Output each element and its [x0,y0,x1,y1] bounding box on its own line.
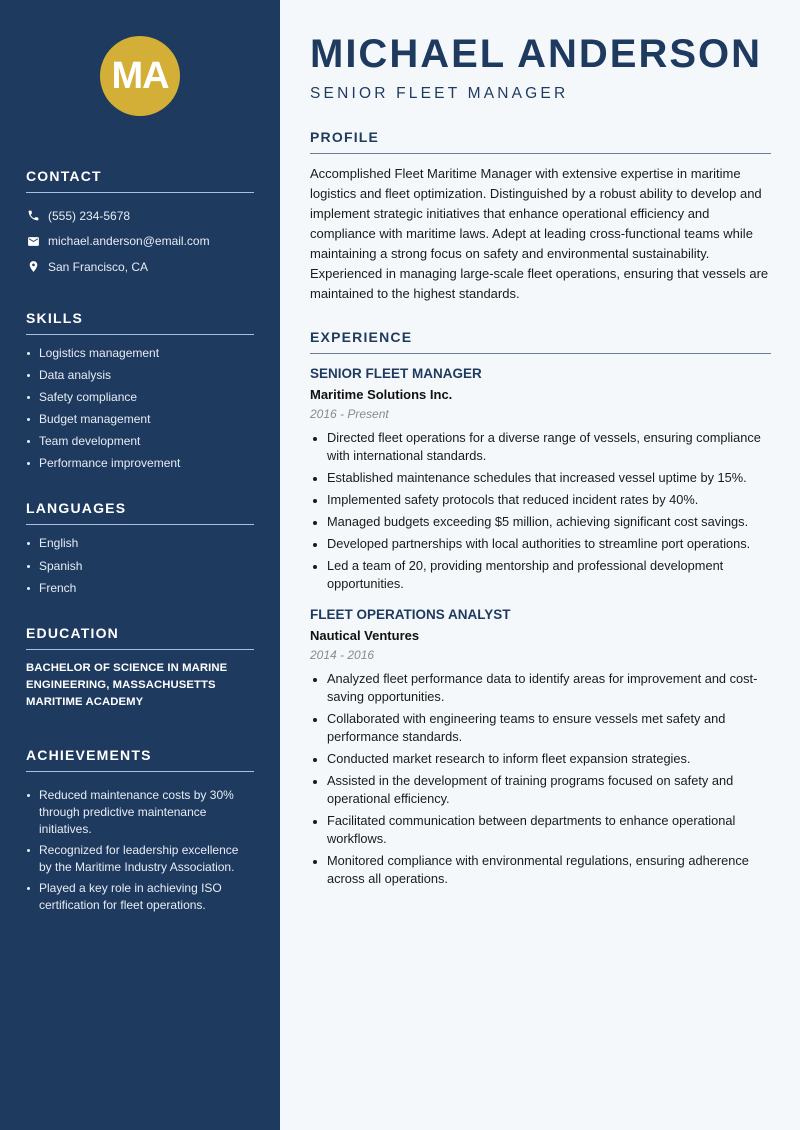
language-item: Spanish [26,558,254,575]
education-degree: BACHELOR OF SCIENCE IN MARINE ENGINEERING, MASSACHUSETTS MARITIME ACADEMY [26,661,228,708]
job-bullet: Developed partnerships with local authorities to streamline port operations. [310,535,771,553]
job-entry [310,366,771,593]
job-entry [310,607,771,888]
job-bullet: Facilitated communication between departments to enhance operational workflows. [310,812,771,848]
contact-list [26,203,254,280]
job-bullet: Assisted in the development of training programs focused on safety and operational efficiency. [310,772,771,808]
skill-item: Performance improvement [26,455,254,472]
job-bullet: Established maintenance schedules that increased vessel uptime by 15%. [310,469,771,487]
candidate-name: MICHAEL ANDERSON [310,32,763,76]
skills-heading: SKILLS [26,310,254,335]
skill-item: Data analysis [26,367,254,384]
skill-item: Safety compliance [26,389,254,406]
languages-section [26,500,254,596]
phone-text: (555) 234-5678 [48,208,131,223]
experience-section [310,329,771,888]
education-section [26,625,254,711]
job-company: Nautical Ventures [310,628,420,643]
skill-item: Team development [26,433,254,450]
languages-list [26,535,254,596]
candidate-title: SENIOR FLEET MANAGER [310,85,569,102]
profile-heading: PROFILE [310,129,771,154]
skills-section [26,310,254,473]
location-text: San Francisco, CA [48,259,149,274]
avatar [100,36,180,116]
sidebar [0,0,280,1130]
experience-heading: EXPERIENCE [310,329,771,354]
languages-heading: LANGUAGES [26,500,254,525]
achievement-item: Recognized for leadership excellence by the Maritime Industry Association. [26,842,254,876]
job-bullet: Collaborated with engineering teams to ensure vessels met safety and performance standards. [310,710,771,746]
skills-list [26,345,254,473]
language-item: English [26,535,254,552]
achievements-section [26,747,254,914]
location-pin-icon [26,260,40,274]
achievements-heading: ACHIEVEMENTS [26,747,254,772]
contact-section [26,168,254,280]
education-heading: EDUCATION [26,625,254,650]
contact-heading: CONTACT [26,168,254,193]
job-bullets [310,429,771,593]
achievement-item: Reduced maintenance costs by 30% through predictive maintenance initiatives. [26,787,254,838]
contact-phone [26,203,254,229]
job-bullet: Directed fleet operations for a diverse range of vessels, ensuring compliance with international standards. [310,429,771,465]
avatar-initials: MA [111,54,169,97]
contact-location [26,254,254,280]
job-bullet: Conducted market research to inform fleet expansion strategies. [310,750,771,768]
job-bullet: Led a team of 20, providing mentorship and professional development opportunities. [310,557,771,593]
job-title: SENIOR FLEET MANAGER [310,366,482,381]
job-title: FLEET OPERATIONS ANALYST [310,607,511,622]
skill-item: Logistics management [26,345,254,362]
achievement-item: Played a key role in achieving ISO certification for fleet operations. [26,880,254,914]
email-icon [26,234,40,248]
achievements-list [26,787,254,914]
language-item: French [26,580,254,597]
phone-icon [26,209,40,223]
job-bullets [310,670,771,888]
job-bullet: Monitored compliance with environmental regulations, ensuring adherence across all operations. [310,852,771,888]
job-dates: 2014 - 2016 [310,648,375,662]
profile-section [310,129,771,304]
profile-text: Accomplished Fleet Maritime Manager with extensive expertise in maritime logistics and fleet optimization. Distinguished by a robust ability to develop and implement strategic initiatives that enhance operational efficiency and compliance with maritime laws. Adept at leading cross-functional teams while maintaining a strong focus on safety and environmental sustainability. Experienced in managing large-scale fleet operations, ensuring that vessels are maintained to the highest standards. [310,166,769,301]
job-bullet: Implemented safety protocols that reduced incident rates by 40%. [310,491,771,509]
main-content [280,0,800,1130]
skill-item: Budget management [26,411,254,428]
contact-email [26,229,254,255]
job-dates: 2016 - Present [310,407,389,421]
email-text: michael.anderson@email.com [48,234,210,249]
job-bullet: Analyzed fleet performance data to identify areas for improvement and cost-saving opportunities. [310,670,771,706]
job-company: Maritime Solutions Inc. [310,387,453,402]
job-bullet: Managed budgets exceeding $5 million, achieving significant cost savings. [310,513,771,531]
